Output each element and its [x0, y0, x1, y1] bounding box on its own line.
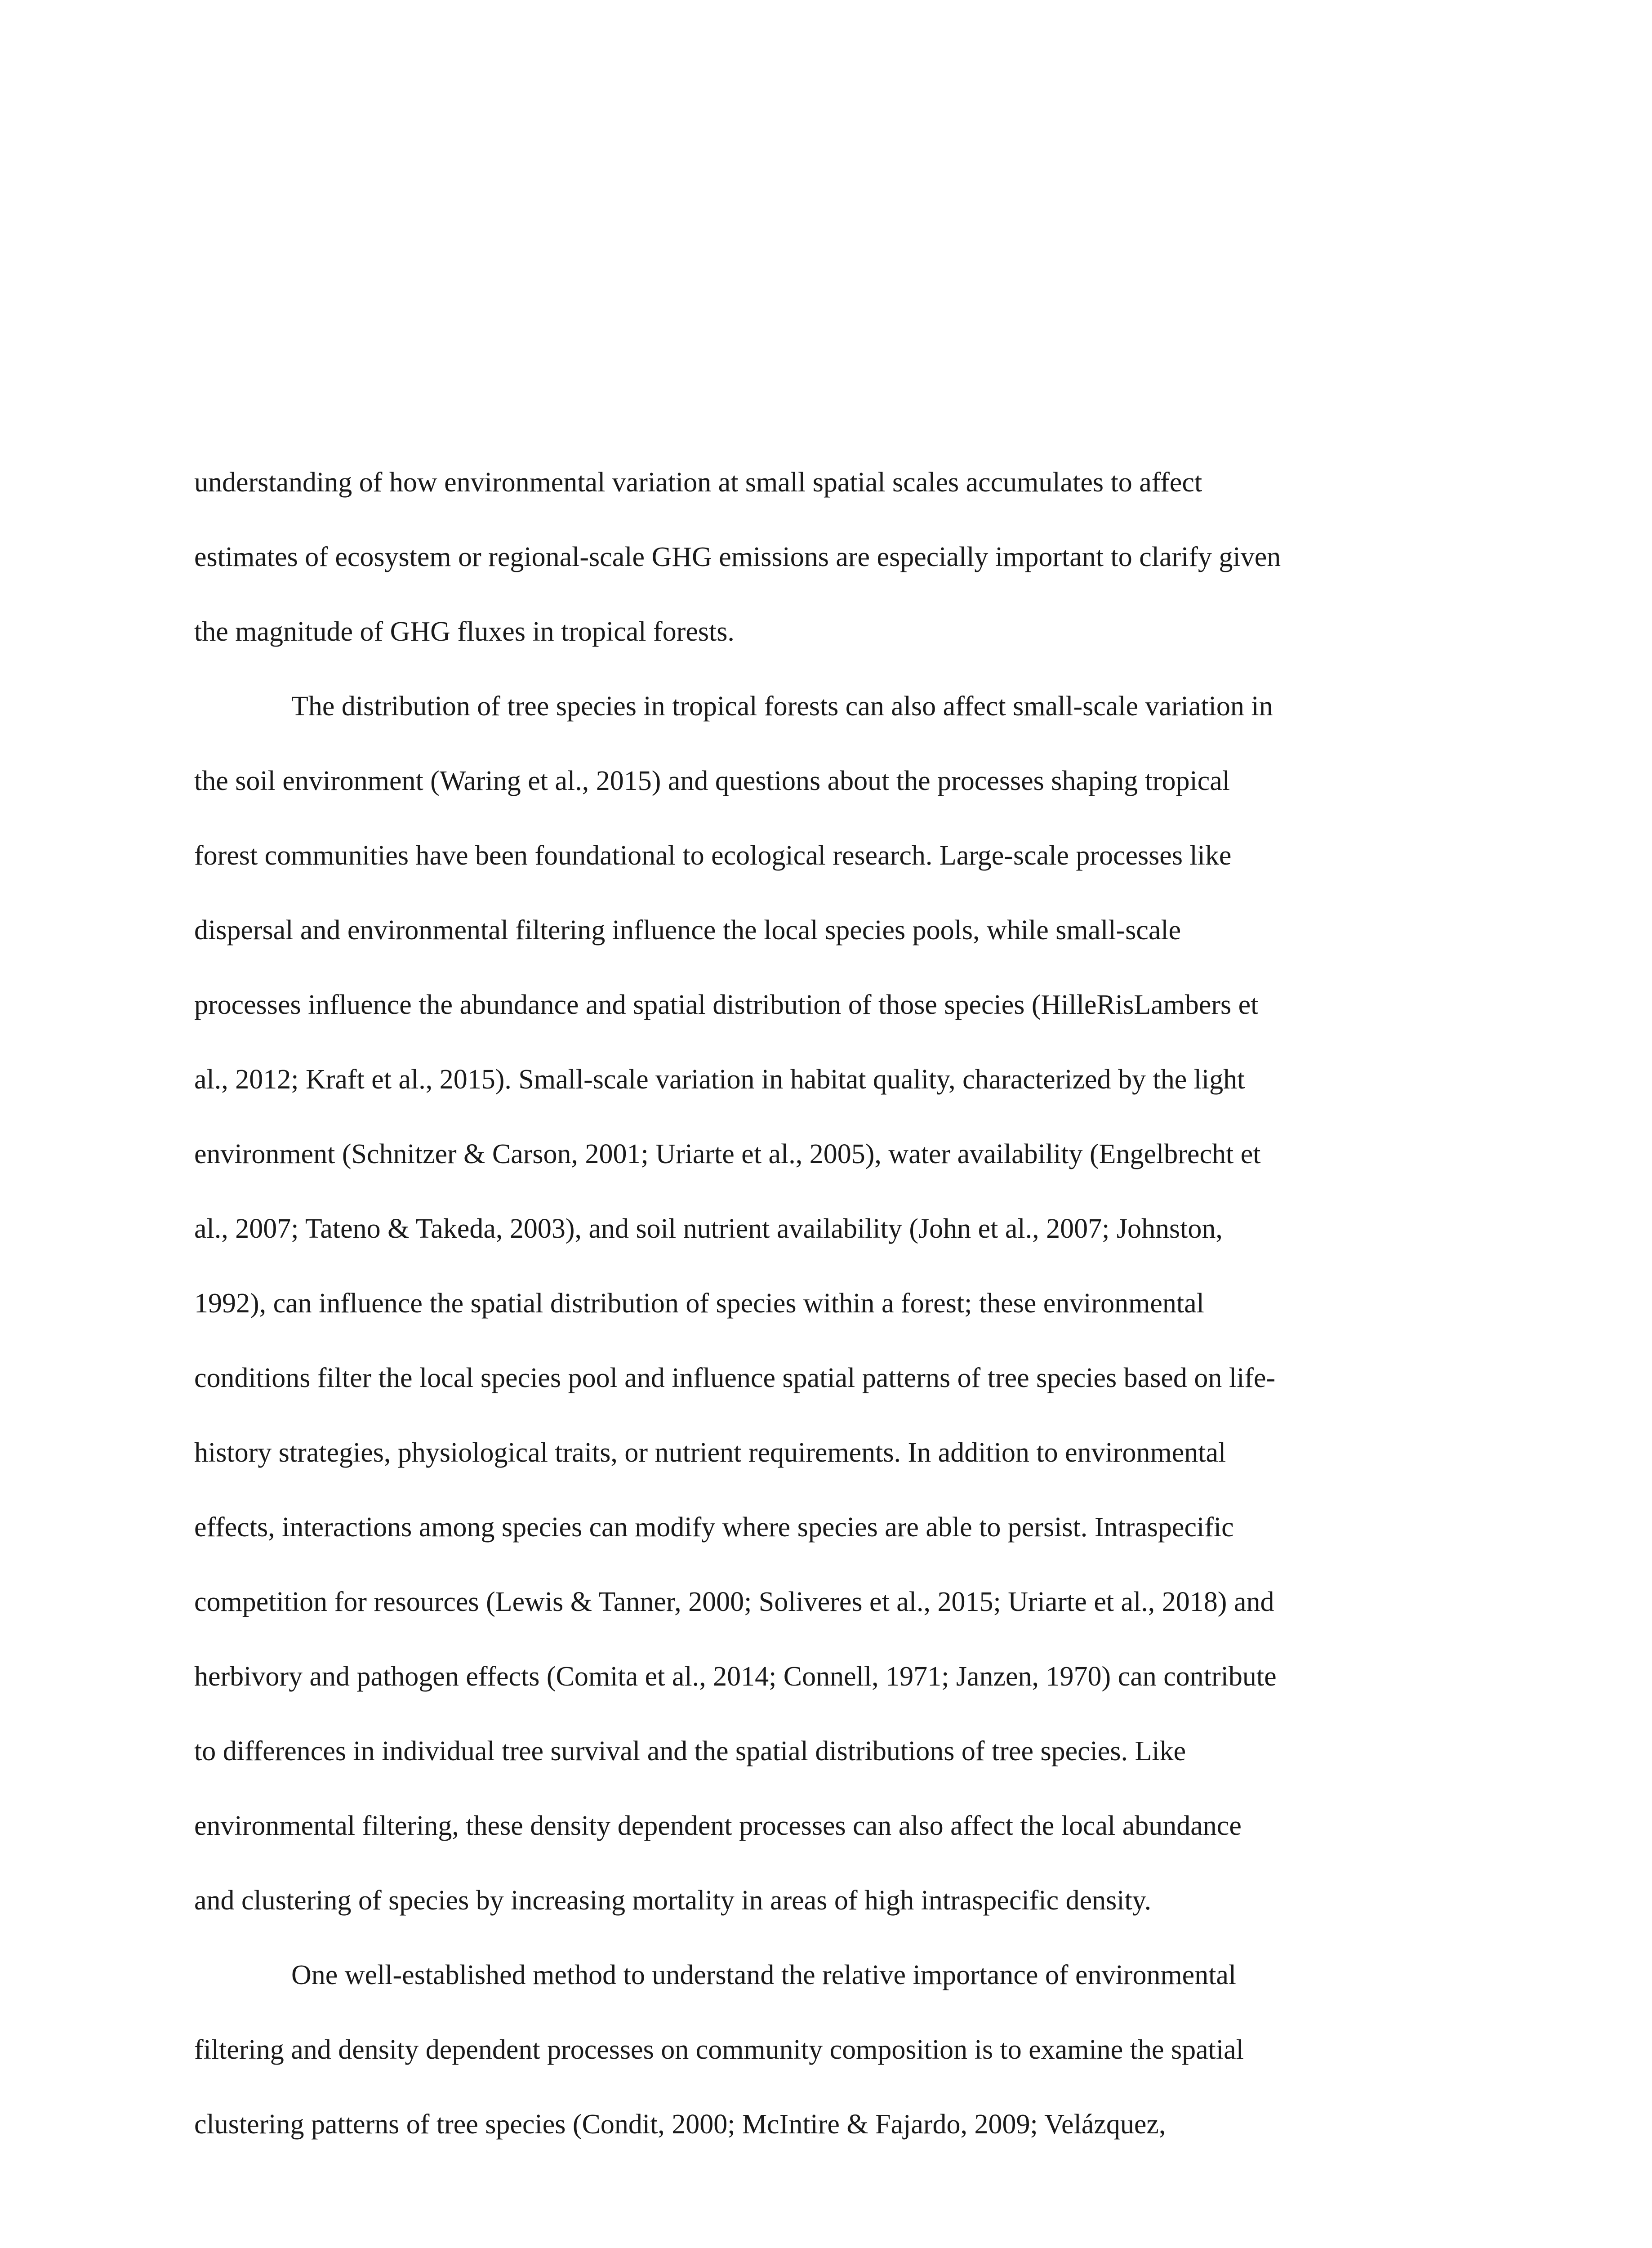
- text-line: conditions filter the local species pool and influence spatial patterns of tree species based on life-: [194, 1363, 1276, 1393]
- body-text: [194, 445, 1480, 2162]
- text-line: to differences in individual tree survival and the spatial distributions of tree species. Like: [194, 1736, 1186, 1766]
- text-line: environment (Schnitzer & Carson, 2001; Uriarte et al., 2005), water availability (Engelbrecht et: [194, 1139, 1261, 1169]
- text-line: understanding of how environmental variation at small spatial scales accumulates to affect: [194, 467, 1202, 498]
- paragraph-3: [194, 1938, 1480, 2162]
- text-line: 1992), can influence the spatial distribution of species within a forest; these environmental: [194, 1288, 1204, 1319]
- paragraph-2: [194, 669, 1480, 1938]
- text-line: processes influence the abundance and spatial distribution of those species (HilleRisLambers et: [194, 990, 1259, 1020]
- text-line: The distribution of tree species in tropical forests can also affect small-scale variation in: [291, 691, 1273, 722]
- text-line: effects, interactions among species can modify where species are able to persist. Intraspecific: [194, 1512, 1234, 1543]
- paragraph-1: [194, 445, 1480, 669]
- text-line: clustering patterns of tree species (Condit, 2000; McIntire & Fajardo, 2009; Velázquez,: [194, 2109, 1166, 2140]
- text-line: al., 2007; Tateno & Takeda, 2003), and soil nutrient availability (John et al., 2007; Johnston,: [194, 1213, 1223, 1244]
- text-line: dispersal and environmental filtering influence the local species pools, while small-scale: [194, 915, 1181, 946]
- text-line: competition for resources (Lewis & Tanner, 2000; Soliveres et al., 2015; Uriarte et al., 2018) and: [194, 1587, 1274, 1617]
- text-line: al., 2012; Kraft et al., 2015). Small-scale variation in habitat quality, characterized by the light: [194, 1064, 1245, 1095]
- text-line: forest communities have been foundational to ecological research. Large-scale processes like: [194, 840, 1232, 871]
- text-line: and clustering of species by increasing mortality in areas of high intraspecific density.: [194, 1885, 1152, 1916]
- text-line: estimates of ecosystem or regional-scale GHG emissions are especially important to clarify given: [194, 542, 1281, 572]
- text-line: environmental filtering, these density dependent processes can also affect the local abundance: [194, 1811, 1242, 1841]
- text-line: the magnitude of GHG fluxes in tropical forests.: [194, 616, 735, 647]
- text-line: history strategies, physiological traits, or nutrient requirements. In addition to environmental: [194, 1437, 1226, 1468]
- text-line: filtering and density dependent processes on community composition is to examine the spatial: [194, 2034, 1244, 2065]
- text-line: herbivory and pathogen effects (Comita et al., 2014; Connell, 1971; Janzen, 1970) can contribute: [194, 1661, 1277, 1692]
- text-line: One well-established method to understand the relative importance of environmental: [291, 1960, 1237, 1990]
- text-line: the soil environment (Waring et al., 2015) and questions about the processes shaping tropical: [194, 766, 1230, 796]
